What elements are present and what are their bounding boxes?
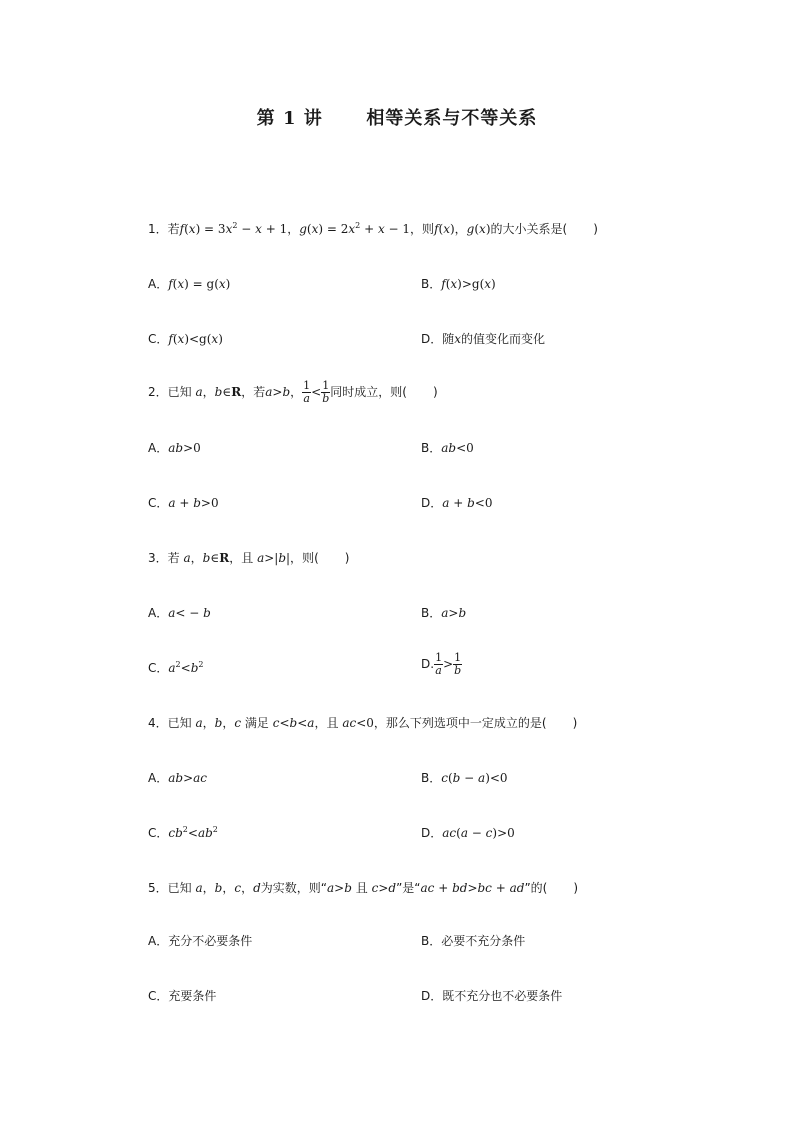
q5-close-paren: ) bbox=[573, 881, 579, 895]
q1-stem-tail: 的大小关系是( bbox=[490, 222, 568, 236]
q3-option-a-label: A． bbox=[148, 606, 169, 620]
q4-option-c[interactable]: C．$cb^2<ab^2$ bbox=[148, 825, 218, 840]
q2-close-paren: ) bbox=[432, 385, 438, 399]
q4-prefix: 4．已知 bbox=[148, 716, 192, 730]
q1-option-d[interactable]: D．随x的值变化而变化 bbox=[421, 332, 546, 346]
q4-option-c-label: C． bbox=[148, 826, 169, 840]
q3-close-paren: ) bbox=[344, 551, 350, 565]
q4-option-a[interactable]: A．ab>ac bbox=[148, 771, 207, 785]
q2-option-c-label: C． bbox=[148, 496, 169, 510]
q3-option-c[interactable]: C．$a^2<b^2$ bbox=[148, 660, 204, 675]
q1-option-c[interactable]: C．f(x)<g(x) bbox=[148, 332, 223, 346]
q4-close-paren: ) bbox=[572, 716, 578, 730]
q2-fraction-1-over-b: $\frac{1}{b}$ bbox=[322, 379, 330, 405]
question-3: 3．若 a，b∈R，且 a>|b|，则( ) bbox=[148, 551, 350, 565]
page-title: 第 1 讲 相等关系与不等关系 bbox=[256, 108, 538, 129]
q4-tail: 那么下列选项中一定成立的是( bbox=[385, 716, 547, 730]
q4-option-d[interactable]: D．ac(a − c)>0 bbox=[421, 826, 515, 840]
q1-prefix: 1．若 bbox=[148, 222, 180, 236]
q3-option-b[interactable]: B．a>b bbox=[421, 606, 467, 620]
q1-option-c-label: C． bbox=[148, 332, 169, 346]
q1-option-d-text: 随 bbox=[442, 332, 455, 346]
q1-option-d-label: D． bbox=[421, 332, 443, 346]
q1-option-b-label: B． bbox=[421, 277, 442, 291]
question-1 bbox=[148, 221, 598, 237]
question-4: 4．已知 a，b，c 满足 c<b<a，且 ac<0，那么下列选项中一定成立的是( ) bbox=[148, 716, 578, 730]
q3-prefix: 3．若 bbox=[148, 551, 180, 565]
q4-option-a-label: A． bbox=[148, 771, 169, 785]
q4-option-b-label: B． bbox=[421, 771, 442, 785]
q3-option-b-label: B． bbox=[421, 606, 442, 620]
q4-mid2: 且 bbox=[326, 716, 339, 730]
q5-mid1: 为实数，则“ bbox=[260, 881, 327, 895]
q3-option-d[interactable]: D. $\frac{1}{a}$ > $\frac{1}{b}$ bbox=[421, 651, 462, 677]
q2-mid1: 若 bbox=[253, 385, 266, 399]
q5-option-b[interactable]: B．必要不充分条件 bbox=[421, 934, 526, 948]
q4-option-b[interactable]: B．c(b − a)<0 bbox=[421, 771, 508, 785]
q1-option-b[interactable]: B．f(x)>g(x) bbox=[421, 277, 496, 291]
question-5: 5．已知 a，b，c，d为实数，则“a>b 且 c>d”是“ac + bd>bc + ad”的( ) bbox=[148, 881, 579, 895]
q2-option-b-label: B． bbox=[421, 441, 442, 455]
q5-tail: ”的( bbox=[524, 881, 548, 895]
q3-option-d-label: D. bbox=[421, 657, 435, 671]
q5-option-c[interactable]: C．充要条件 bbox=[148, 989, 217, 1003]
q5-option-a[interactable]: A．充分不必要条件 bbox=[148, 934, 253, 948]
q3-fraction-1-over-a: $\frac{1}{a}$ bbox=[435, 651, 443, 677]
q4-option-d-label: D． bbox=[421, 826, 443, 840]
q3-mid2: 则( bbox=[302, 551, 319, 565]
q1-f-def: $f(x) = 3x^2 - x + 1$，$g(x) = 2x^2 + x - 1$，则f(x)，g(x) bbox=[179, 221, 491, 236]
q1-option-d-tail: 的值变化而变化 bbox=[461, 332, 546, 346]
q1-option-a-label: A． bbox=[148, 277, 169, 291]
q2-mid2: 同时成立，则( bbox=[330, 385, 407, 399]
question-2: 2．已知 a，b∈R，若a>b， $\frac{1}{a}$ < $\frac{1}{b}$ 同时成立，则( ) bbox=[148, 379, 438, 405]
q5-mid3: ”是“ bbox=[396, 881, 421, 895]
q2-option-a-label: A． bbox=[148, 441, 169, 455]
q1-option-a[interactable]: A．f(x) = g(x) bbox=[148, 277, 231, 291]
q3-fraction-1-over-b: $\frac{1}{b}$ bbox=[454, 651, 462, 677]
q5-mid2: 且 bbox=[355, 881, 368, 895]
q3-option-a[interactable]: A．a< − b bbox=[148, 606, 211, 620]
q2-option-a[interactable]: A．ab>0 bbox=[148, 441, 201, 455]
q3-mid1: 且 bbox=[241, 551, 254, 565]
q2-option-b[interactable]: B．ab<0 bbox=[421, 441, 474, 455]
q5-prefix: 5．已知 bbox=[148, 881, 192, 895]
q2-option-d[interactable]: D．a + b<0 bbox=[421, 496, 493, 510]
q1-close-paren: ) bbox=[593, 222, 598, 236]
q4-mid1: 满足 bbox=[244, 716, 269, 730]
q2-fraction-1-over-a: $\frac{1}{a}$ bbox=[303, 379, 311, 405]
q2-option-c[interactable]: C．a + b>0 bbox=[148, 496, 219, 510]
q2-prefix: 2．已知 bbox=[148, 385, 192, 399]
q3-option-c-label: C． bbox=[148, 661, 169, 675]
q5-option-d[interactable]: D．既不充分也不必要条件 bbox=[421, 989, 563, 1003]
q2-option-d-label: D． bbox=[421, 496, 443, 510]
